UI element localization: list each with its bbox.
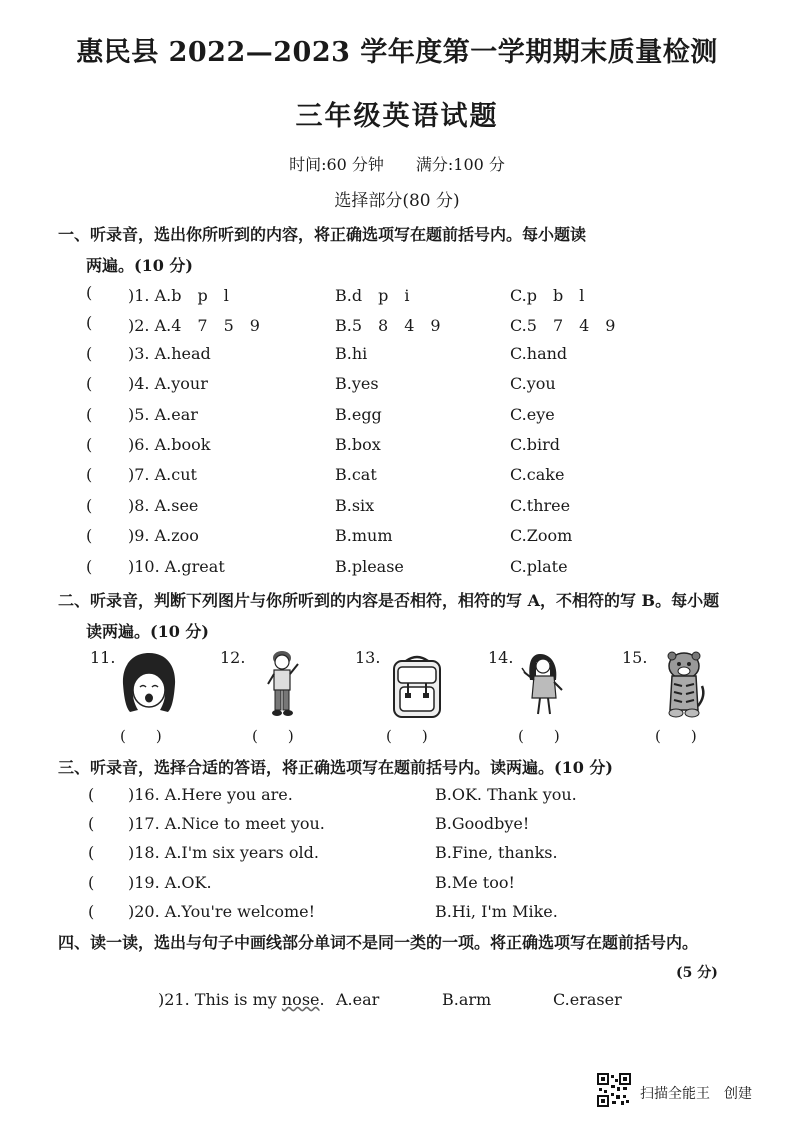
- question-option-a: )18. A.I'm six years old.: [128, 843, 319, 862]
- question-option-c: C.bird: [510, 435, 561, 454]
- section1-heading-line2: 两遍。(10 分): [86, 256, 193, 275]
- question-option-b: B.cat: [335, 465, 377, 484]
- answer-blank[interactable]: (: [88, 814, 95, 833]
- question-option-c: C.plate: [510, 557, 568, 576]
- tiger-icon: [660, 650, 708, 720]
- question-option-c: C.eye: [510, 405, 555, 424]
- question-21-underlined-word: nose: [281, 990, 320, 1009]
- question-option-a: )20. A.You're welcome!: [128, 902, 316, 921]
- question-21-option-b: B.arm: [442, 990, 492, 1009]
- section3-heading: 三、听录音，选择合适的答语，将正确选项写在题前括号内。读两遍。(10 分): [58, 758, 613, 777]
- answer-blank[interactable]: (: [86, 496, 93, 515]
- section2-heading-line1: 二、听录音，判断下列图片与你所听到的内容是否相符，相符的写 A，不相符的写 B。每小题: [58, 591, 720, 610]
- question-option-a: )6. A.book: [128, 435, 211, 454]
- question-option-c: C.hand: [510, 344, 568, 363]
- question-option-b: B.5 8 4 9: [335, 316, 441, 335]
- question-option-b: B.Me too!: [435, 873, 515, 892]
- question-option-b: B.egg: [335, 405, 382, 424]
- question-option-b: B.d p i: [335, 286, 410, 305]
- pic-item-number: 15.: [622, 648, 648, 667]
- question-option-c: C.three: [510, 496, 571, 515]
- question-option-c: C.you: [510, 374, 556, 393]
- question-option-a: )8. A.see: [128, 496, 199, 515]
- pic-item-number: 14.: [488, 648, 514, 667]
- question-21-suffix: .: [319, 990, 325, 1009]
- question-option-a: )2. A.4 7 5 9: [128, 316, 260, 335]
- question-option-a: )19. A.OK.: [128, 873, 212, 892]
- question-option-a: )1. A.b p l: [128, 286, 229, 305]
- question-option-a: )4. A.your: [128, 374, 208, 393]
- answer-blank[interactable]: (: [86, 344, 93, 363]
- time-info: 时间:60 分钟 满分:100 分: [289, 155, 505, 174]
- question-option-a: )10. A.great: [128, 557, 225, 576]
- part-label: 选择部分(80 分): [334, 191, 460, 211]
- pic-answer-blank[interactable]: ( ): [518, 727, 560, 745]
- pic-answer-blank[interactable]: ( ): [386, 727, 428, 745]
- question-option-a: )16. A.Here you are.: [128, 785, 293, 804]
- question-option-c: C.5 7 4 9: [510, 316, 616, 335]
- pic-item-number: 12.: [220, 648, 246, 667]
- pic-item-number: 11.: [90, 648, 116, 667]
- question-option-b: B.Fine, thanks.: [435, 843, 558, 862]
- answer-blank[interactable]: (: [86, 405, 93, 424]
- question-option-b: B.hi: [335, 344, 368, 363]
- question-option-a: )9. A.zoo: [128, 526, 199, 545]
- qr-code-icon: [597, 1073, 631, 1107]
- scanner-watermark: 扫描全能王 创建: [640, 1086, 752, 1102]
- section1-heading-line1: 一、听录音，选出你所听到的内容，将正确选项写在题前括号内。每小题读: [58, 225, 587, 244]
- answer-blank[interactable]: (: [86, 465, 93, 484]
- answer-blank[interactable]: (: [86, 374, 93, 393]
- backpack-icon: [386, 653, 448, 719]
- question-option-b: B.box: [335, 435, 381, 454]
- question-21: [158, 990, 325, 1012]
- boy-waving-icon: [262, 648, 302, 720]
- pic-answer-blank[interactable]: ( ): [252, 727, 294, 745]
- answer-blank[interactable]: (: [86, 313, 93, 332]
- question-option-c: C.cake: [510, 465, 565, 484]
- question-option-b: B.mum: [335, 526, 393, 545]
- answer-blank[interactable]: (: [86, 435, 93, 454]
- pic-item-number: 13.: [355, 648, 381, 667]
- section4-heading: 四、读一读，选出与句子中画线部分单词不是同一类的一项。将正确选项写在题前括号内。: [58, 933, 699, 952]
- question-option-a: )7. A.cut: [128, 465, 197, 484]
- question-21-option-a: A.ear: [336, 990, 380, 1009]
- answer-blank[interactable]: (: [86, 557, 93, 576]
- pic-answer-blank[interactable]: ( ): [120, 727, 162, 745]
- answer-blank[interactable]: (: [88, 785, 95, 804]
- question-option-a: )5. A.ear: [128, 405, 198, 424]
- answer-blank[interactable]: (: [86, 526, 93, 545]
- answer-blank[interactable]: (: [86, 283, 93, 302]
- pic-answer-blank[interactable]: ( ): [655, 727, 697, 745]
- answer-blank[interactable]: (: [88, 843, 95, 862]
- girl-waving-icon: [518, 650, 570, 720]
- question-option-b: B.please: [335, 557, 404, 576]
- question-option-b: B.Goodbye!: [435, 814, 530, 833]
- question-option-c: C.Zoom: [510, 526, 573, 545]
- question-option-b: B.OK. Thank you.: [435, 785, 577, 804]
- question-option-c: C.p b l: [510, 286, 585, 305]
- question-option-b: B.six: [335, 496, 375, 515]
- question-option-b: B.Hi, I'm Mike.: [435, 902, 558, 921]
- section4-points: (5 分): [676, 965, 718, 981]
- question-21-prefix: )21. This is my: [158, 990, 282, 1009]
- question-option-a: )17. A.Nice to meet you.: [128, 814, 325, 833]
- question-option-b: B.yes: [335, 374, 379, 393]
- section2-heading-line2: 读两遍。(10 分): [86, 622, 209, 641]
- exam-title: 惠民县 2022—2023 学年度第一学期期末质量检测: [76, 37, 718, 68]
- exam-subtitle: 三年级英语试题: [295, 101, 499, 132]
- girl-face-icon: [118, 650, 180, 714]
- answer-blank[interactable]: (: [88, 873, 95, 892]
- question-21-option-c: C.eraser: [553, 990, 622, 1009]
- question-option-a: )3. A.head: [128, 344, 211, 363]
- answer-blank[interactable]: (: [88, 902, 95, 921]
